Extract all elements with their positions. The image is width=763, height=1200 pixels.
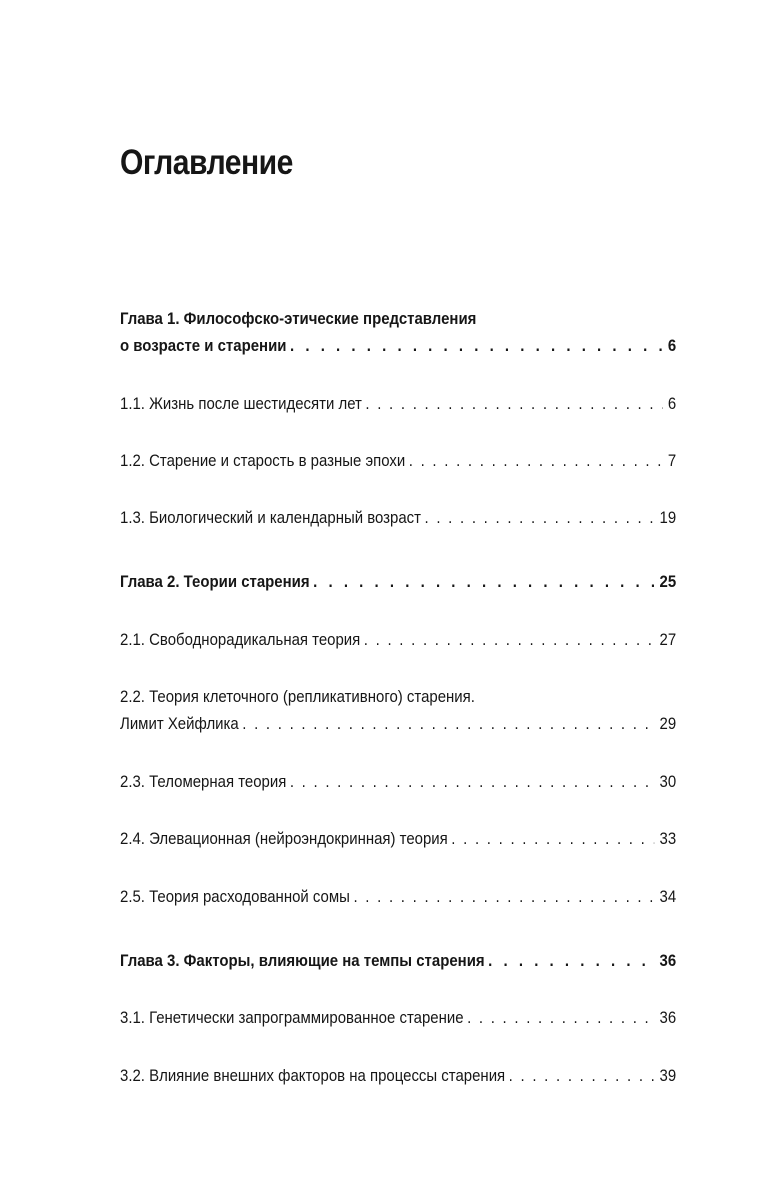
toc-chapter-3[interactable]	[120, 947, 676, 974]
dot-leader	[353, 883, 654, 910]
toc-entry-title: 2.1. Свободнорадикальная теория	[120, 630, 361, 649]
toc-entry-page: 34	[659, 887, 677, 906]
toc-entry-page: 27	[659, 630, 677, 649]
toc-entry-title: 2.4. Элевационная (нейроэндокринная) теория	[120, 829, 448, 848]
toc-entry-page: 39	[659, 1066, 677, 1085]
toc-entry-page: 6	[667, 336, 677, 355]
dot-leader	[425, 504, 655, 531]
dot-leader	[451, 825, 654, 852]
toc-section-1-3[interactable]	[120, 504, 676, 531]
toc-entry-line1: 2.2. Теория клеточного (репликативного) старения.	[120, 687, 475, 706]
toc-section-1-1[interactable]	[120, 390, 676, 417]
toc-section-2-2[interactable]	[120, 683, 676, 737]
dot-leader	[313, 568, 654, 595]
toc-entry-page: 29	[659, 714, 677, 733]
page-title: Оглавление	[120, 143, 293, 182]
dot-leader	[467, 1004, 654, 1031]
toc-section-3-2[interactable]	[120, 1062, 676, 1089]
toc-entry-title: 1.2. Старение и старость в разные эпохи	[120, 451, 406, 470]
dot-leader	[364, 626, 654, 653]
toc-entry-page: 36	[659, 951, 677, 970]
toc-entry-page: 7	[667, 451, 677, 470]
toc-page	[120, 0, 676, 1200]
toc-entry-title: 2.5. Теория расходованной сомы	[120, 887, 350, 906]
toc-section-2-5[interactable]	[120, 883, 676, 910]
toc-chapter-2[interactable]	[120, 568, 676, 595]
toc-entry-page: 30	[659, 772, 677, 791]
toc-entry-title: 1.1. Жизнь после шестидесяти лет	[120, 394, 362, 413]
toc-entry-page: 6	[667, 394, 677, 413]
toc-section-2-3[interactable]	[120, 768, 676, 795]
dot-leader	[488, 947, 654, 974]
toc-entry-title: 1.3. Биологический и календарный возраст	[120, 508, 422, 527]
toc-section-3-1[interactable]	[120, 1004, 676, 1031]
toc-chapter-1[interactable]	[120, 305, 676, 359]
dot-leader	[509, 1062, 655, 1089]
toc-entry-page: 33	[659, 829, 677, 848]
toc-entry-page: 25	[659, 572, 677, 591]
toc-entry-title: 2.3. Теломерная теория	[120, 772, 287, 791]
toc-entry-title: Глава 2. Теории старения	[120, 572, 310, 591]
dot-leader	[290, 768, 654, 795]
toc-entry-line1: Глава 1. Философско-этические представления	[120, 309, 477, 328]
toc-entry-title: Глава 3. Факторы, влияющие на темпы старения	[120, 951, 485, 970]
dot-leader	[409, 447, 663, 474]
toc-section-2-4[interactable]	[120, 825, 676, 852]
toc-entry-title: 3.1. Генетически запрограммированное старение	[120, 1008, 464, 1027]
dot-leader	[365, 390, 662, 417]
toc-entry-page: 36	[659, 1008, 677, 1027]
toc-entry-title: о возрасте и старении	[120, 336, 287, 355]
toc-section-2-1[interactable]	[120, 626, 676, 653]
toc-entry-title: Лимит Хейфлика	[120, 714, 239, 733]
dot-leader	[242, 710, 654, 737]
toc-entry-title: 3.2. Влияние внешних факторов на процессы старения	[120, 1066, 506, 1085]
dot-leader	[290, 332, 663, 359]
toc-entry-page: 19	[659, 508, 677, 527]
toc-section-1-2[interactable]	[120, 447, 676, 474]
